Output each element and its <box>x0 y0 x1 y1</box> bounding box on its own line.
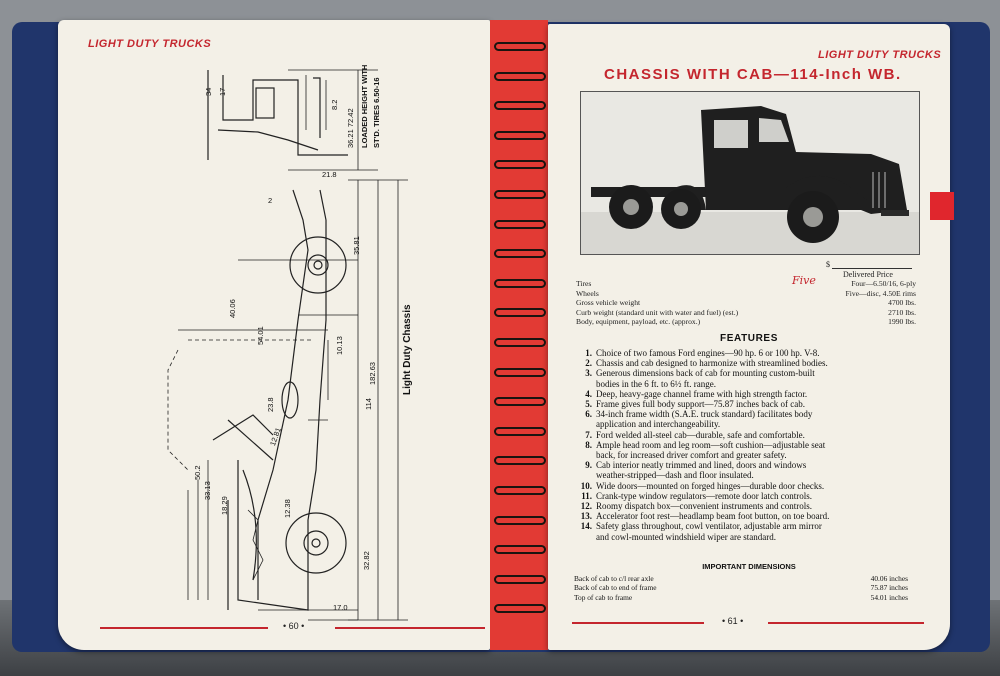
truck-photo <box>580 91 920 255</box>
feature-text: bodies in the 6 ft. to 6½ ft. range. <box>596 378 716 389</box>
spec-label: Gross vehicle weight <box>576 298 641 308</box>
spiral-ring <box>494 338 546 347</box>
spiral-ring <box>494 575 546 584</box>
feature-text: Roomy dispatch box—convenient instruments and controls. <box>596 501 812 511</box>
right-footer-rule-b <box>768 622 924 624</box>
feature-line <box>576 511 916 521</box>
feature-line <box>576 389 916 399</box>
feature-line <box>576 368 916 378</box>
price-label: Delivered Price <box>843 270 893 279</box>
spiral-ring <box>494 427 546 436</box>
spec-label: Curb weight (standard unit with water and fuel) (est.) <box>576 307 739 317</box>
spec-value: 1990 lbs. <box>888 317 916 327</box>
dim-34: 34 <box>204 87 213 96</box>
dim-35-81: 35.81 <box>352 236 361 255</box>
dim-10-13: 10.13 <box>335 336 344 355</box>
feature-line <box>576 399 916 409</box>
spiral-ring <box>494 397 546 406</box>
feature-text: Chassis and cab designed to harmonize with streamlined bodies. <box>596 358 828 369</box>
dimension-label: Back of cab to c/l rear axle <box>574 574 654 583</box>
important-dimension-row <box>574 574 908 583</box>
price-dollar: $ <box>826 260 830 269</box>
spec-row <box>576 279 916 288</box>
dim-21-8: 21.8 <box>322 170 337 179</box>
dim-18-29: 18.29 <box>220 496 229 515</box>
spiral-ring <box>494 249 546 258</box>
right-page-number: • 61 • <box>722 616 744 626</box>
feature-line <box>576 419 916 429</box>
spec-row <box>576 317 916 326</box>
feature-number: 5. <box>585 399 592 409</box>
feature-text: Accelerator foot rest—headlamp beam foot button, on toe board. <box>596 511 830 522</box>
feature-text: Ford welded all-steel cab—durable, safe and comfortable. <box>596 429 805 440</box>
dim-114: 114 <box>364 398 373 410</box>
left-footer-rule-a <box>100 627 268 629</box>
feature-text: Safety glass throughout, cowl ventilator, adjustable arm mirror <box>596 521 822 532</box>
spec-value: Five—disc, 4.50E rims <box>845 288 916 298</box>
side-title: Light Duty Chassis <box>402 304 413 395</box>
feature-line <box>576 532 916 542</box>
feature-line <box>576 450 916 460</box>
spiral-ring <box>494 368 546 377</box>
dim-23-8: 23.8 <box>266 397 275 412</box>
feature-number: 2. <box>585 358 592 369</box>
dim-40-06: 40.06 <box>228 299 237 318</box>
feature-number: 11. <box>581 490 592 501</box>
dim-182-63: 182.63 <box>368 362 377 385</box>
spiral-ring <box>494 160 546 169</box>
dimension-value: 40.06 inches <box>870 574 908 583</box>
feature-text: Choice of two famous Ford engines—90 hp. 6 or 100 hp. V-8. <box>596 348 820 358</box>
feature-text: application and interchangeability. <box>596 419 721 430</box>
important-dimension-row <box>574 583 908 592</box>
spiral-ring <box>494 72 546 81</box>
price-blank-line <box>832 268 912 269</box>
feature-number: 7. <box>585 429 592 440</box>
spec-row <box>576 308 916 317</box>
dim-17-0: 17.0 <box>333 603 348 612</box>
spiral-ring <box>494 516 546 525</box>
dim-8-2: 8.2 <box>330 99 339 110</box>
dimension-label: Back of cab to end of frame <box>574 583 657 593</box>
feature-line <box>576 521 916 531</box>
chassis-dimension-drawing <box>58 20 490 650</box>
spec-row <box>576 298 916 307</box>
spiral-ring <box>494 101 546 110</box>
feature-line <box>576 481 916 491</box>
spiral-ring <box>494 279 546 288</box>
feature-line <box>576 348 916 358</box>
feature-text: and cowl-mounted windshield wiper are standard. <box>596 531 776 542</box>
feature-text: Frame gives full body support—75.87 inches back of cab. <box>596 399 805 409</box>
right-footer-rule-a <box>572 622 704 624</box>
spiral-ring <box>494 545 546 554</box>
spec-label: Body, equipment, payload, etc. (approx.) <box>576 317 701 327</box>
feature-text: Ample head room and leg room—soft cushion—adjustable seat <box>596 439 826 450</box>
feature-line <box>576 440 916 450</box>
feature-number: 1. <box>585 348 592 358</box>
dim-12-38: 12.38 <box>283 499 292 518</box>
feature-number: 14. <box>580 521 592 532</box>
dim-2: 2 <box>268 196 273 205</box>
feature-text: Deep, heavy-gage channel frame with high strength factor. <box>596 388 808 399</box>
feature-text: back, for increased driver comfort and greater safety. <box>596 450 787 460</box>
spec-label: Tires <box>576 279 592 288</box>
spec-row <box>576 289 916 298</box>
feature-text: Crank-type window regulators—remote door latch controls. <box>596 490 812 501</box>
feature-line <box>576 460 916 470</box>
spiral-ring <box>494 604 546 613</box>
handwritten-note: Five <box>792 274 816 287</box>
feature-number: 10. <box>580 480 592 491</box>
spec-value: Four—6.50/16, 6-ply <box>851 279 916 288</box>
feature-text: weather-stripped—dash and floor insulated. <box>596 470 754 481</box>
dim-std-tires: ST'D. TIRES 6.50-16 <box>372 77 381 148</box>
spiral-ring <box>494 308 546 317</box>
left-footer-rule-b <box>335 627 485 629</box>
left-header: LIGHT DUTY TRUCKS <box>88 38 212 50</box>
features-title: FEATURES <box>720 333 778 344</box>
page-edge-tab <box>930 192 954 220</box>
feature-line <box>576 358 916 368</box>
spec-value: 4700 lbs. <box>888 298 916 308</box>
spiral-ring <box>494 486 546 495</box>
spiral-ring <box>494 220 546 229</box>
feature-number: 9. <box>585 460 592 471</box>
dim-32-82: 32.82 <box>362 551 371 570</box>
spec-value: 2710 lbs. <box>888 307 916 317</box>
feature-text: Generous dimensions back of cab for mounting custom-built <box>596 368 815 379</box>
page-title: CHASSIS WITH CAB—114-Inch WB. <box>604 66 902 83</box>
feature-number: 4. <box>585 388 592 399</box>
feature-line <box>576 470 916 480</box>
feature-line <box>576 430 916 440</box>
spec-label: Wheels <box>576 288 599 298</box>
feature-number: 8. <box>585 439 592 450</box>
right-header: LIGHT DUTY TRUCKS <box>818 49 942 61</box>
dim-12-81: 12.81 <box>268 426 283 448</box>
left-page-number: • 60 • <box>283 621 305 631</box>
dim-17: 17 <box>218 87 227 96</box>
dimension-label: Top of cab to frame <box>574 592 633 602</box>
dim-33-13: 33.13 <box>203 481 212 500</box>
dim-36-21: 36.21 72.42 <box>346 108 355 148</box>
dim-loaded-height: LOADED HEIGHT WITH <box>360 64 369 148</box>
spiral-ring <box>494 42 546 51</box>
feature-number: 6. <box>585 409 592 420</box>
feature-line <box>576 501 916 511</box>
feature-number: 13. <box>580 511 592 522</box>
spiral-ring <box>494 190 546 199</box>
dim-50-2: 50.2 <box>193 465 202 480</box>
feature-text: Wide doors—mounted on forged hinges—durable door checks. <box>596 480 825 491</box>
feature-line <box>576 409 916 419</box>
feature-text: 34-inch frame width (S.A.E. truck standard) facilitates body <box>596 409 813 420</box>
dim-54-01: 54.01 <box>256 326 265 345</box>
feature-number: 12. <box>580 501 592 511</box>
dimension-value: 75.87 inches <box>870 583 908 593</box>
spiral-ring <box>494 456 546 465</box>
feature-line <box>576 491 916 501</box>
important-dimension-row <box>574 593 908 602</box>
important-dimensions-title: IMPORTANT DIMENSIONS <box>702 562 796 571</box>
feature-text: Cab interior neatly trimmed and lined, doors and windows <box>596 460 807 471</box>
feature-line <box>576 379 916 389</box>
spiral-binding-strip <box>490 20 548 650</box>
feature-number: 3. <box>585 368 592 379</box>
spiral-ring <box>494 131 546 140</box>
dimension-value: 54.01 inches <box>870 592 908 602</box>
